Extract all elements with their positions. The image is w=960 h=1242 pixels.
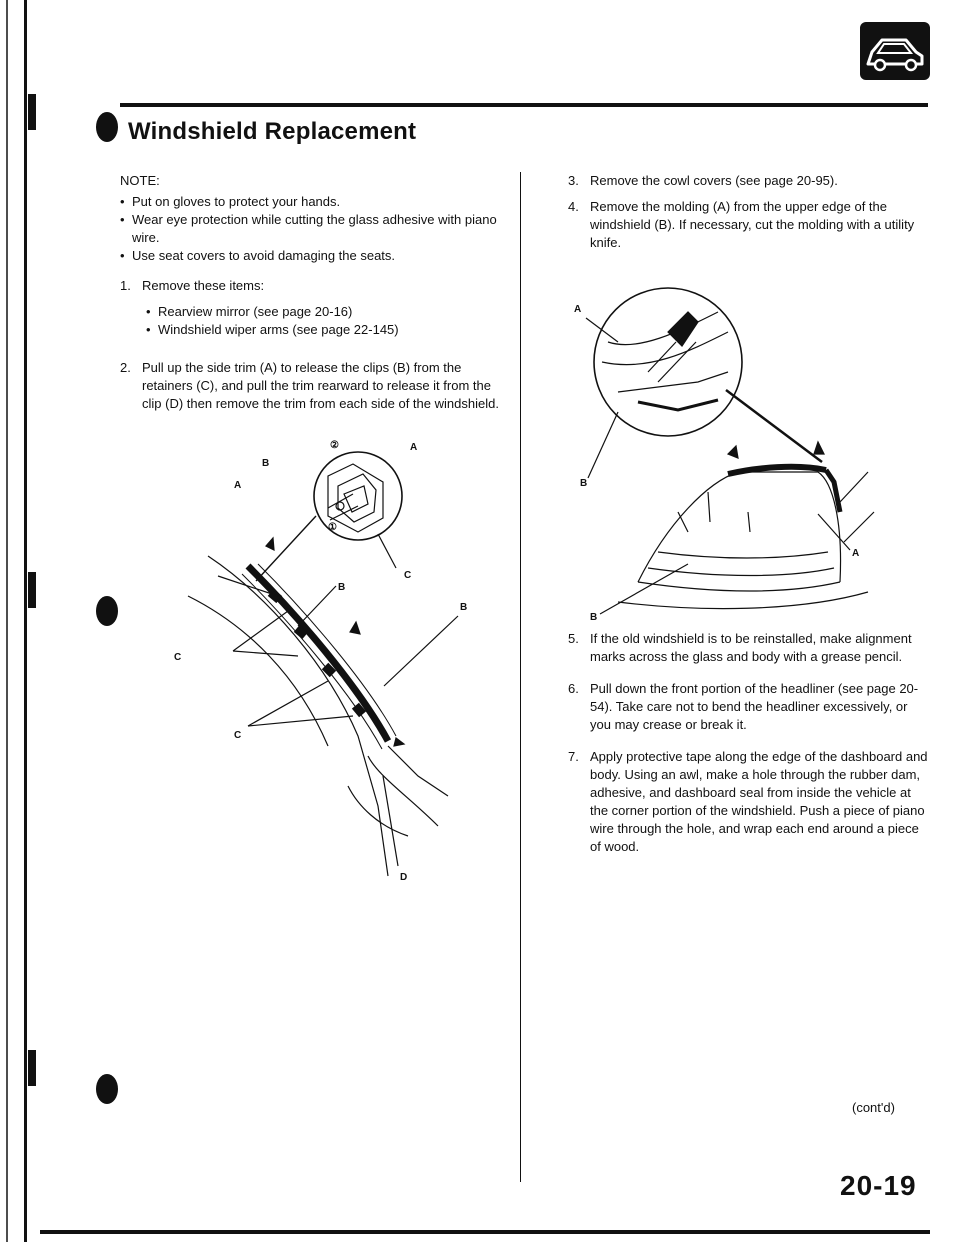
step-text: Pull down the front portion of the headliner (see page 20-54). Take care not to bend the headliner excessively, or you may crease or break it. (590, 681, 919, 732)
step-6 (568, 680, 928, 734)
continued-label: (cont'd) (852, 1100, 895, 1115)
binder-hole (96, 1074, 118, 1104)
diagram-label-a: A (574, 304, 582, 315)
step-1 (120, 277, 510, 351)
diagram-label-a: A (852, 548, 860, 559)
car-icon (860, 22, 930, 80)
step-text: Remove the cowl covers (see page 20-95). (590, 173, 838, 188)
step-7 (568, 748, 928, 856)
step-number: 2. (120, 360, 131, 375)
diagram-label-c: C (234, 730, 242, 741)
diagram-label-circled-2: ② (330, 440, 339, 451)
note-item: • Wear eye protection while cutting the glass adhesive with piano wire. (120, 211, 510, 247)
step-2 (120, 359, 510, 413)
binder-hole (96, 596, 118, 626)
diagram-label-b: B (338, 582, 346, 593)
binder-notch (28, 572, 36, 608)
step-number: 6. (568, 681, 579, 696)
step-subitem: • Rearview mirror (see page 20-16) (146, 303, 510, 321)
step-text: Apply protective tape along the edge of the dashboard and body. Using an awl, make a hole through the rubber dam, adhesive, and dashboard seal from inside the vehicle at the corner portion of the windshield. Push a piece of piano wire through the hole, and wrap each end around a piece of wood. (590, 749, 928, 854)
note-list (120, 193, 510, 265)
step-number: 5. (568, 631, 579, 646)
step-number: 4. (568, 199, 579, 214)
step-3 (568, 172, 928, 190)
step-text: Remove these items: (142, 278, 265, 293)
binder-hole (96, 112, 118, 142)
diagram-label-c: C (174, 652, 182, 663)
step-text: Pull up the side trim (A) to release the clips (B) from the retainers (C), and pull the trim rearward to release it from the clip (D) then remove the trim from each side of the windshield. (142, 360, 499, 411)
diagram-label-b: B (460, 602, 468, 613)
note-item: • Put on gloves to protect your hands. (120, 193, 510, 211)
header-rule (120, 103, 928, 107)
step-text: Remove the molding (A) from the upper edge of the windshield (B). If necessary, cut the molding with a utility knife. (590, 199, 915, 250)
diagram-label-c: C (404, 570, 412, 581)
step-5 (568, 630, 928, 666)
step-number: 3. (568, 173, 579, 188)
page-title: Windshield Replacement (128, 118, 417, 145)
step-number: 7. (568, 749, 579, 764)
footer-rule (40, 1230, 930, 1234)
binder-notch (28, 94, 36, 130)
step-subitem: • Windshield wiper arms (see page 22-145) (146, 321, 510, 339)
note-heading: NOTE: (120, 173, 160, 188)
diagram-label-d: D (400, 872, 408, 883)
scan-edge-line (6, 0, 8, 1242)
column-divider (520, 172, 521, 1182)
diagram-label-b: B (262, 458, 270, 469)
page-number: 20-19 (840, 1170, 917, 1201)
step-number: 1. (120, 278, 131, 293)
diagram-label-a: A (410, 442, 418, 453)
left-column (120, 172, 510, 421)
molding-diagram (574, 282, 878, 634)
step-text: If the old windshield is to be reinstalled, make alignment marks across the glass and body with a grease pencil. (590, 631, 912, 664)
diagram-label-b: B (580, 478, 588, 489)
diagram-label-a: A (234, 480, 242, 491)
diagram-label-circled-1: ① (328, 522, 337, 533)
side-trim-diagram (174, 440, 480, 906)
binder-notch (28, 1050, 36, 1086)
step-4 (568, 198, 928, 252)
diagram-label-b: B (590, 612, 598, 623)
step-sublist (146, 303, 510, 339)
binder-spine-line (24, 0, 27, 1242)
note-item: • Use seat covers to avoid damaging the seats. (120, 247, 510, 265)
